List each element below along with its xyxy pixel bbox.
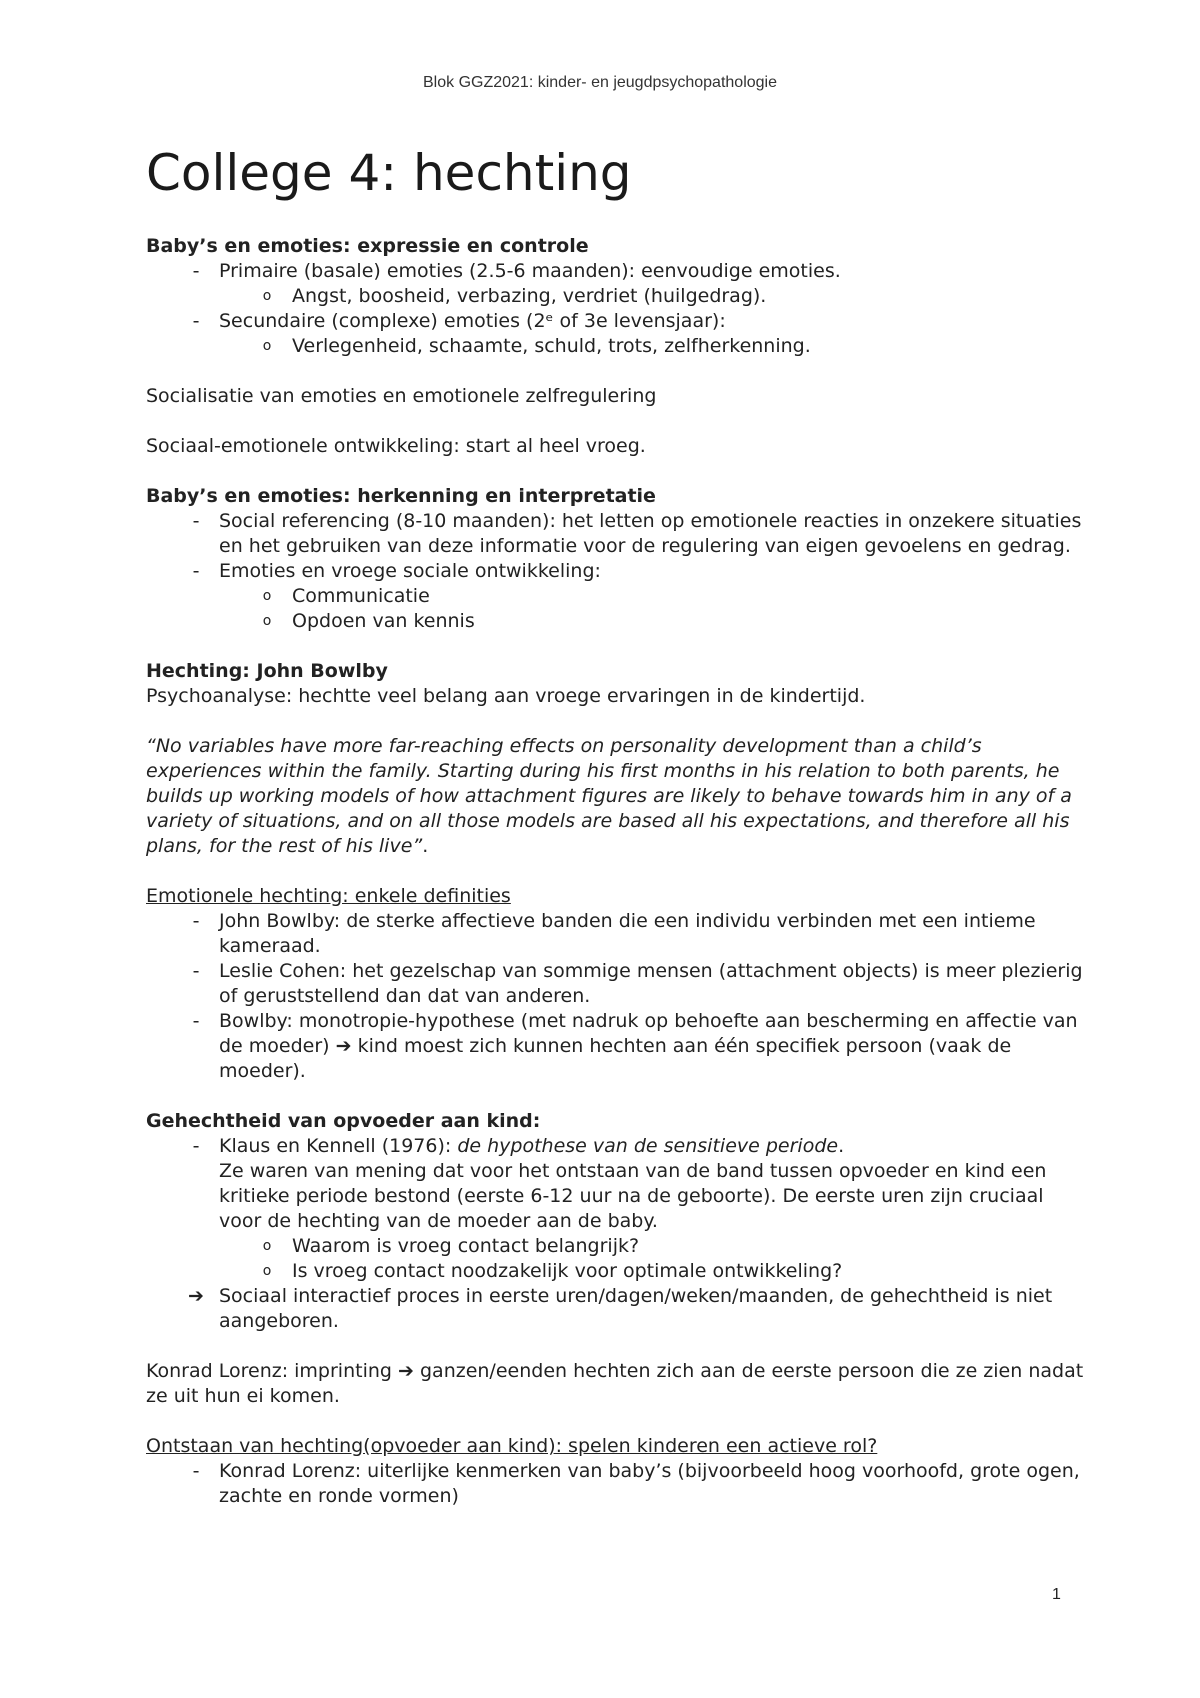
- circle-bullet: o: [262, 338, 272, 354]
- arrow-icon: ➔: [335, 1035, 352, 1057]
- list-item: - Primaire (basale) emoties (2.5-6 maanden): eenvoudige emoties.: [146, 259, 1086, 284]
- list-item: - Emoties en vroege sociale ontwikkeling:: [146, 559, 1086, 584]
- circle-bullet: o: [262, 1263, 272, 1279]
- section-heading-bowlby: Hechting: John Bowlby: [146, 660, 388, 682]
- arrow-icon: ➔: [398, 1360, 414, 1382]
- list-item: - Bowlby: monotropie-hypothese (met nadruk op behoefte aan bescherming en affectie van de moeder) ➔ kind moest zich kunnen hechten aan één specifiek persoon (vaak de moeder).: [146, 1009, 1086, 1084]
- list-gehechtheid: [146, 1134, 1086, 1334]
- dash-bullet: -: [192, 1460, 200, 1482]
- paragraph-socialisatie: Socialisatie van emoties en emotionele zelfregulering: [146, 385, 657, 407]
- dash-bullet: -: [192, 560, 200, 582]
- paragraph-sociaal-emotioneel: Sociaal-emotionele ontwikkeling: start al heel vroeg.: [146, 435, 646, 457]
- dash-bullet: -: [192, 310, 200, 332]
- list-definities: [146, 909, 1086, 1084]
- list-herkenning: [146, 509, 1086, 634]
- section-heading-herkenning: Baby’s en emoties: herkenning en interpretatie: [146, 485, 656, 507]
- dash-bullet: -: [192, 910, 200, 932]
- dash-bullet: -: [192, 960, 200, 982]
- section-heading-ontstaan: Ontstaan van hechting(opvoeder aan kind): spelen kinderen een actieve rol?: [146, 1435, 878, 1457]
- list-item: - Social referencing (8-10 maanden): het letten op emotionele reacties in onzekere situaties en het gebruiken van deze informatie voor de regulering van eigen gevoelens en gedrag.: [146, 509, 1086, 559]
- arrow-icon: ➔: [188, 1285, 204, 1307]
- list-item: o Communicatie: [146, 584, 1086, 609]
- dash-bullet: -: [192, 510, 200, 532]
- list-item: o Is vroeg contact noodzakelijk voor optimale ontwikkeling?: [146, 1259, 1086, 1284]
- list-item: - Klaus en Kennell (1976): de hypothese van de sensitieve periode. Ze waren van mening dat voor het ontstaan van de band tussen opvoeder en kind een kritieke periode bestond (eerste 6-12 uur na de geboorte). De eerste uren zijn cruciaal voor de hechting van de moeder aan de baby.: [146, 1134, 1086, 1234]
- dash-bullet: -: [192, 260, 200, 282]
- section-heading-gehechtheid: Gehechtheid van opvoeder aan kind:: [146, 1110, 541, 1132]
- list-item: o Verlegenheid, schaamte, schuld, trots, zelfherkenning.: [146, 334, 1086, 359]
- page-title: College 4: hechting: [146, 144, 632, 202]
- circle-bullet: o: [262, 588, 272, 604]
- section-heading-expressie: Baby’s en emoties: expressie en controle: [146, 235, 589, 257]
- section-heading-definities: Emotionele hechting: enkele definities: [146, 885, 511, 907]
- list-expressie: [146, 259, 1086, 359]
- dash-bullet: -: [192, 1135, 200, 1157]
- bowlby-quote: “No variables have more far-reaching effects on personality development than a child’s experiences within the family. Starting during his first months in his relation to both parents, he builds up working models of how attachment figures are likely to behave towards him in any of a variety of situations, and on all those models are based all his expectations, and therefore all his plans, for the rest of his live”.: [146, 735, 1072, 857]
- circle-bullet: o: [262, 613, 272, 629]
- list-item: o Opdoen van kennis: [146, 609, 1086, 634]
- list-item: - Konrad Lorenz: uiterlijke kenmerken van baby’s (bijvoorbeeld hoog voorhoofd, grote ogen, zachte en ronde vormen): [146, 1459, 1086, 1509]
- list-item: - Leslie Cohen: het gezelschap van sommige mensen (attachment objects) is meer plezierig of geruststellend dan dat van anderen.: [146, 959, 1086, 1009]
- document-body: [146, 142, 1086, 1509]
- list-item: o Waarom is vroeg contact belangrijk?: [146, 1234, 1086, 1259]
- circle-bullet: o: [262, 1238, 272, 1254]
- dash-bullet: -: [192, 1010, 200, 1032]
- paragraph-lorenz: Konrad Lorenz: imprinting ➔ ganzen/eenden hechten zich aan de eerste persoon die ze zien nadat ze uit hun ei komen.: [146, 1360, 1084, 1407]
- page-header: Blok GGZ2021: kinder- en jeugdpsychopathologie: [423, 74, 777, 91]
- page-number: 1: [1052, 1586, 1061, 1603]
- list-item: - Secundaire (complexe) emoties (2ᵉ of 3e levensjaar):: [146, 309, 1086, 334]
- list-item: o Angst, boosheid, verbazing, verdriet (huilgedrag).: [146, 284, 1086, 309]
- list-item: - John Bowlby: de sterke affectieve banden die een individu verbinden met een intieme kameraad.: [146, 909, 1086, 959]
- paragraph-psychoanalyse: Psychoanalyse: hechtte veel belang aan vroege ervaringen in de kindertijd.: [146, 685, 866, 707]
- list-ontstaan: [146, 1459, 1086, 1509]
- list-item: ➔ Sociaal interactief proces in eerste uren/dagen/weken/maanden, de gehechtheid is niet aangeboren.: [146, 1284, 1086, 1334]
- circle-bullet: o: [262, 288, 272, 304]
